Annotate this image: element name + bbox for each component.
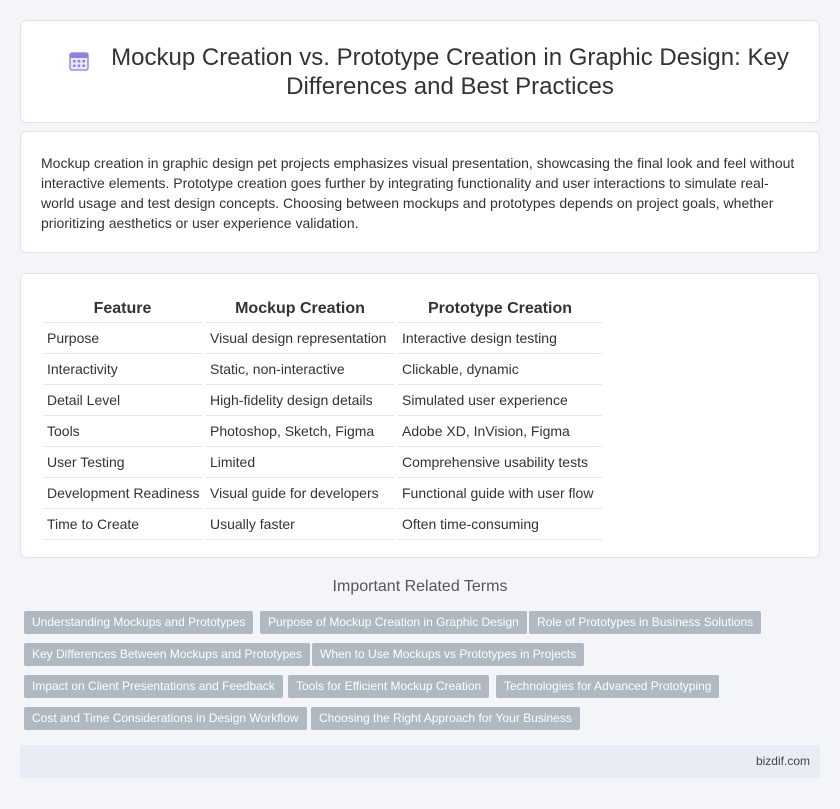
related-tag[interactable]: Key Differences Between Mockups and Prototypes (24, 643, 310, 666)
related-tag[interactable]: Tools for Efficient Mockup Creation (288, 675, 489, 698)
table-cell: Visual guide for developers (206, 478, 394, 509)
table-cell: Limited (206, 447, 394, 478)
table-row (43, 354, 602, 385)
table-header-row (43, 294, 602, 323)
intro-text: Mockup creation in graphic design pet projects emphasizes visual presentation, showcasing the final look and feel without interactive elements. Prototype creation goes further by integrating functionality and user interactions to simulate real-world usage and test design concepts. Choosing between mockups and prototypes depends on project goals, whether prioritizing aesthetics or user experience validation. (41, 155, 795, 231)
header-feature: Feature (43, 294, 202, 323)
table-cell: Interactive design testing (398, 323, 602, 354)
table-cell: Simulated user experience (398, 385, 602, 416)
related-tag[interactable]: Role of Prototypes in Business Solutions (529, 611, 761, 634)
related-tag[interactable]: Technologies for Advanced Prototyping (496, 675, 719, 698)
table-cell: Adobe XD, InVision, Figma (398, 416, 602, 447)
related-tag[interactable]: Choosing the Right Approach for Your Business (311, 707, 580, 730)
header-mockup: Mockup Creation (206, 294, 394, 323)
site-name[interactable]: bizdif.com (755, 754, 810, 768)
table-cell: High-fidelity design details (206, 385, 394, 416)
table-cell: Comprehensive usability tests (398, 447, 602, 478)
related-tag[interactable]: When to Use Mockups vs Prototypes in Projects (312, 643, 584, 666)
page-title: Mockup Creation vs. Prototype Creation in Graphic Design: Key Differences and Best Practices (111, 44, 789, 100)
header-card (20, 20, 820, 123)
related-tag[interactable]: Cost and Time Considerations in Design Workflow (24, 707, 307, 730)
related-terms-title: Important Related Terms (332, 578, 508, 595)
table-cell: Time to Create (43, 509, 202, 540)
table-cell: Usually faster (206, 509, 394, 540)
table-row (43, 447, 602, 478)
intro-card (20, 131, 820, 253)
table-cell: Interactivity (43, 354, 202, 385)
table-cell: Functional guide with user flow (398, 478, 602, 509)
table-cell: Often time-consuming (398, 509, 602, 540)
table-row (43, 478, 602, 509)
table-cell: Visual design representation (206, 323, 394, 354)
comparison-table (39, 294, 606, 540)
related-tag[interactable]: Impact on Client Presentations and Feedback (24, 675, 283, 698)
table-cell: Tools (43, 416, 202, 447)
header-prototype: Prototype Creation (398, 294, 602, 323)
table-cell: Static, non-interactive (206, 354, 394, 385)
table-cell: Clickable, dynamic (398, 354, 602, 385)
related-tag[interactable]: Understanding Mockups and Prototypes (24, 611, 253, 634)
table-row (43, 323, 602, 354)
table-cell: Purpose (43, 323, 202, 354)
table-row (43, 416, 602, 447)
related-tag[interactable]: Purpose of Mockup Creation in Graphic Design (260, 611, 527, 634)
table-cell: Development Readiness (43, 478, 202, 509)
table-cell: Photoshop, Sketch, Figma (206, 416, 394, 447)
table-cell: User Testing (43, 447, 202, 478)
comparison-card (20, 273, 820, 558)
table-row (43, 509, 602, 540)
footer (20, 745, 820, 778)
table-row (43, 385, 602, 416)
table-cell: Detail Level (43, 385, 202, 416)
